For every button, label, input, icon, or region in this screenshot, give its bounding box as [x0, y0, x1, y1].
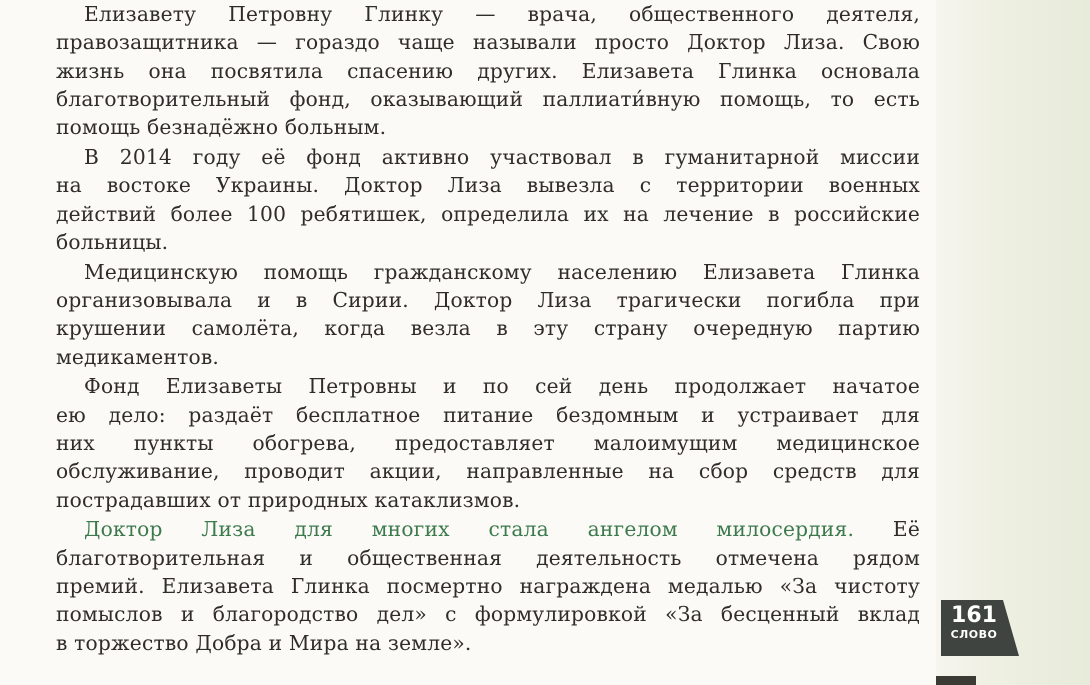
page-margin-strip [936, 0, 1090, 685]
text-line: обслуживание, проводит акции, направленные на сбор средств для [56, 459, 920, 484]
text-line: премий. Елизавета Глинка посмертно награждена медалью «За чистоту [56, 573, 920, 598]
text-line: в торжество Добра и Мира на земле». [56, 630, 472, 655]
page-number-badge [941, 600, 1019, 656]
text-line: ею дело: раздаёт бесплатное питание бездомным и устраивает для [56, 402, 920, 427]
text-line: на востоке Украины. Доктор Лиза вывезла с территории военных [56, 173, 920, 198]
text-line: действий более 100 ребятишек, определила их на лечение в российские [56, 201, 920, 226]
text-line: пострадавших от природных катаклизмов. [56, 487, 521, 512]
text-line: благотворительная и общественная деятельность отмечена рядом [56, 545, 920, 570]
paragraph-4 [56, 372, 920, 513]
text-line: благотворительный фонд, оказывающий паллиати́вную помощь, то есть [56, 86, 920, 111]
text-fragment: Её [854, 517, 920, 542]
text-line: правозащитника — гораздо чаще называли просто Доктор Лиза. Свою [56, 30, 920, 55]
section-label: СЛОВО [950, 628, 998, 641]
article-text [56, 0, 920, 657]
text-line: крушении самолёта, когда везла в эту страну очередную партию [56, 316, 920, 341]
text-line: помощь безнадёжно больным. [56, 115, 387, 140]
text-line: Елизавету Петровну Глинку — врача, общественного деятеля, [84, 2, 920, 26]
text-line: помыслов и благородство дел» с формулировкой «За бесценный вклад [56, 602, 920, 627]
text-line: В 2014 году её фонд активно участвовал в гуманитарной миссии [84, 144, 920, 169]
text-line: медикаментов. [56, 344, 219, 369]
text-line: организовывала и в Сирии. Доктор Лиза трагически погибла при [56, 287, 920, 312]
paragraph-5 [56, 515, 920, 656]
paragraph-1 [56, 0, 920, 141]
text-line: них пункты обогрева, предоставляет малоимущим медицинское [56, 430, 920, 455]
bottom-edge-mark [936, 676, 976, 685]
text-line: Фонд Елизаветы Петровны и по сей день продолжает начатое [84, 374, 920, 399]
text-line-highlighted [56, 515, 920, 543]
paragraph-2 [56, 143, 920, 256]
text-line: Медицинскую помощь гражданскому населению Елизавета Глинка [84, 259, 920, 284]
text-line: жизнь она посвятила спасению других. Елизавета Глинка основала [56, 58, 920, 83]
highlighted-sentence: Доктор Лиза для многих стала ангелом милосердия. [84, 517, 855, 542]
page-number: 161 [951, 603, 997, 628]
text-line: больницы. [56, 229, 169, 254]
paragraph-3 [56, 258, 920, 371]
